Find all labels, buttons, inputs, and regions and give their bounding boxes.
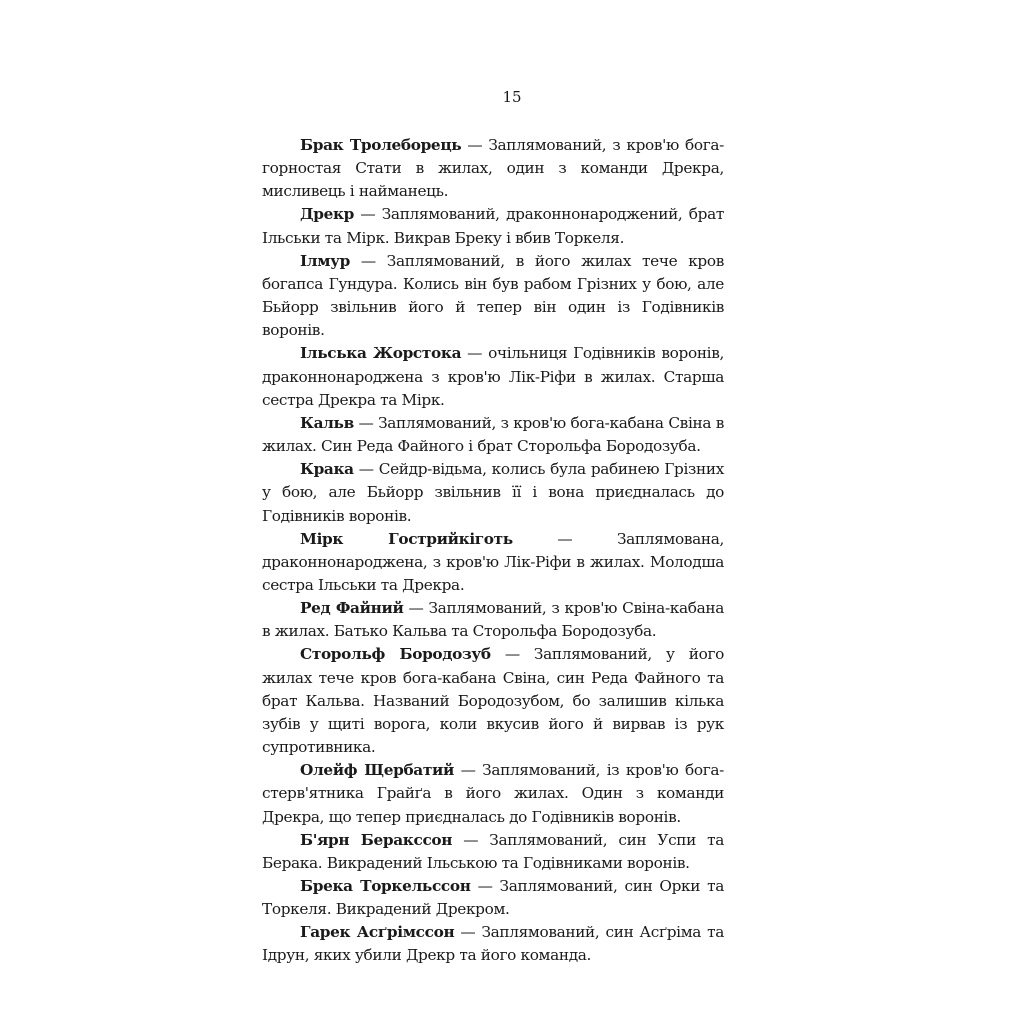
- character-name: Ілмур: [300, 251, 350, 270]
- character-description: — Заплямований, в його жилах тече кров богапса Гундура. Колись він був рабом Грізних у бою, але Бьйорр звільнив його й тепер він один із Годівників воронів.: [262, 251, 724, 340]
- character-entry-byarn: [262, 829, 724, 875]
- character-description: — Заплямований, син Орки та Торкеля. Викрадений Дрекром.: [262, 877, 724, 919]
- character-entry-brak: [262, 134, 724, 203]
- character-entry-ilmur: [262, 250, 724, 343]
- character-entry-red: [262, 597, 724, 643]
- character-description: — Сейдр-відьма, колись була рабинею Грізних у бою, але Бьйорр звільнив її і вона приєдналась до Годівників воронів.: [262, 460, 724, 525]
- character-name: Брека Торкельссон: [300, 877, 471, 895]
- character-description: — Заплямований, драконнонароджений, брат Ільськи та Мірк. Викрав Бреку і вбив Торкеля.: [262, 205, 724, 247]
- character-name: Сторольф Бородозуб: [300, 645, 491, 664]
- character-name: Крака: [300, 460, 354, 479]
- character-description: — Заплямований, син Асґріма та Ідрун, яких убили Дрекр та його команда.: [262, 923, 725, 965]
- character-name: Б'ярн Бераксcон: [300, 830, 453, 849]
- character-entry-oleif: [262, 759, 724, 828]
- character-description: — Заплямована, драконнонароджена, з кров'ю Лік-Ріфи в жилах. Молодша сестра Ільськи та Дрекра.: [262, 529, 724, 594]
- page-number: 15: [502, 88, 522, 106]
- character-name: Ред Файний: [300, 599, 404, 618]
- character-entry-kalv: [262, 412, 724, 458]
- character-name: Кальв: [300, 413, 354, 432]
- character-entry-breka: [262, 875, 724, 921]
- character-list: [262, 134, 724, 968]
- character-name: Ільська Жорстока: [300, 344, 462, 363]
- character-entry-drekr: [262, 203, 724, 249]
- character-entry-storolf: [262, 643, 724, 759]
- character-description: — Заплямований, із кров'ю бога-стерв'ятника Грайґа в його жилах. Один з команди Дрекра, що тепер приєдналась до Годівників воронів.: [262, 761, 724, 826]
- character-description: — Заплямований, син Успи та Берака. Викрадений Ільською та Годівниками воронів.: [262, 830, 724, 872]
- character-entry-kraka: [262, 458, 724, 527]
- character-description: — Заплямований, з кров'ю бога-кабана Свіна в жилах. Син Реда Файного і брат Сторольфа Бородозуба.: [262, 413, 724, 456]
- character-description: — Заплямований, з кров'ю Свіна-кабана в жилах. Батько Кальва та Сторольфа Бородозуба.: [262, 599, 724, 641]
- character-entry-ilska: [262, 342, 724, 411]
- character-description: — очільниця Годівників воронів, драконнонароджена з кров'ю Лік-Ріфи в жилах. Старша сестра Дрекра та Мірк.: [262, 344, 724, 409]
- character-name: Брак Тролеборець: [300, 136, 462, 154]
- character-description: — Заплямований, у його жилах тече кров бога-кабана Свіна, син Реда Файного та брат Кальва. Названий Бородозубом, бо залишив кілька зубів у щиті ворога, коли вкусив його й вирвав із рук супротивника.: [262, 645, 724, 757]
- character-name: Дрекр: [300, 205, 355, 224]
- character-entry-mirk: [262, 528, 724, 597]
- character-name: Гарек Асґрімссон: [300, 923, 455, 942]
- character-description: — Заплямований, з кров'ю бога-горностая Стати в жилах, один з команди Дрекра, мисливець і найманець.: [262, 136, 724, 201]
- character-name: Мірк Гострийкіготь: [300, 529, 513, 548]
- character-name: Олейф Щербатий: [300, 761, 454, 780]
- character-entry-garek: [262, 921, 724, 967]
